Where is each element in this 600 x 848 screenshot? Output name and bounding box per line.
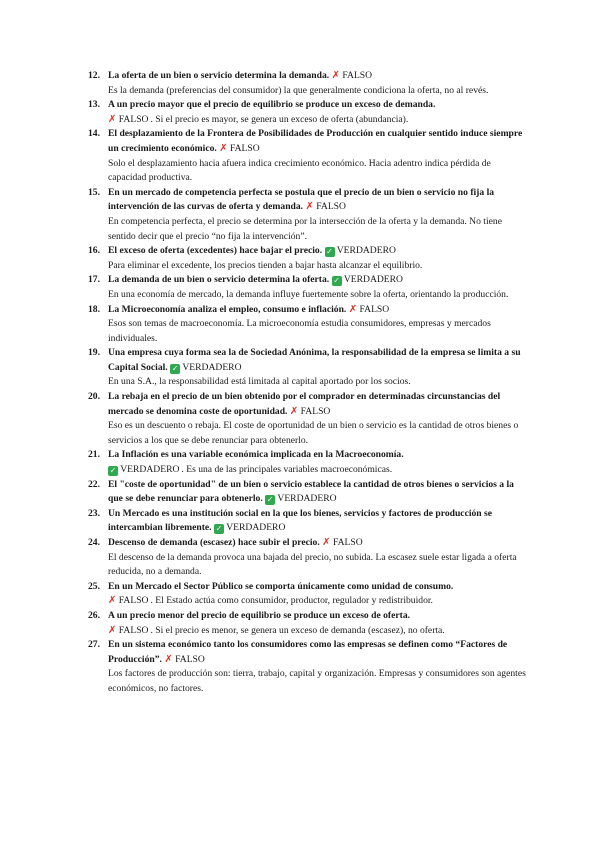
explanation: Es la demanda (preferencias del consumidor) la que generalmente condiciona la oferta, no al revés.	[108, 84, 489, 96]
verdict-label: FALSO	[230, 142, 260, 154]
question-line	[108, 186, 528, 215]
explanation: Solo el desplazamiento hacia afuera indica crecimiento económico. Hacia adentro indica pérdida de capacidad productiva.	[108, 157, 491, 184]
item-body	[108, 507, 528, 536]
item-number: 15.	[88, 186, 100, 198]
verdict	[164, 654, 204, 665]
question-line	[108, 609, 528, 624]
cross-mark-icon: ✗	[289, 405, 299, 417]
item-number: 23.	[88, 507, 100, 519]
question-text: La oferta de un bien o servicio determina la demanda.	[108, 70, 330, 81]
item-number: 24.	[88, 537, 100, 548]
verdict	[108, 114, 148, 125]
list-item	[88, 609, 528, 638]
question-text: La Inflación es una variable económica implicada en la Macroeconomía.	[108, 449, 404, 461]
verdict	[322, 537, 362, 548]
item-number: 21.	[88, 449, 100, 461]
item-body	[108, 448, 528, 477]
question-line	[108, 390, 528, 419]
list-item	[88, 346, 528, 390]
item-body	[108, 346, 528, 390]
cross-mark-icon: ✗	[164, 653, 173, 665]
cross-mark-icon: ✗	[305, 201, 314, 213]
verdict	[108, 464, 179, 475]
check-mark-icon: ✓	[171, 363, 179, 373]
explanation-text: . Si el precio es mayor, se genera un exceso de oferta (abundancia).	[150, 113, 409, 125]
item-body	[108, 638, 528, 696]
item-number: 16.	[88, 245, 100, 257]
explanation: En competencia perfecta, el precio se determina por la intersección de la oferta y la demanda. No tiene sentido decir que el precio “no fija la intervención”.	[108, 215, 502, 242]
question-text: El "coste de oportunidad" de un bien o servicio establece la cantidad de otros bienes o servicios a la que se debe renunciar para obtenerlo.	[108, 478, 514, 505]
explanation: Esos son temas de macroeconomía. La microeconomía estudia consumidores, empresas y mercados individuales.	[108, 318, 491, 344]
verdict-label: FALSO	[332, 537, 363, 548]
verdict	[325, 245, 396, 256]
question-line	[108, 536, 528, 551]
cross-mark-icon: ✗	[108, 624, 117, 636]
list-item	[88, 186, 528, 244]
check-mark-icon: ✓	[109, 466, 117, 476]
verdict	[332, 274, 403, 285]
question-text: A un precio mayor que el precio de equilibrio se produce un exceso de demanda.	[108, 99, 436, 111]
check-mark-icon: ✓	[333, 276, 340, 286]
question-text: En un Mercado el Sector Público se comporta únicamente como unidad de consumo.	[108, 580, 454, 592]
item-body	[108, 609, 528, 638]
question-list	[88, 69, 528, 697]
verdict-label: FALSO	[300, 405, 331, 417]
explanation: Los factores de producción son: tierra, trabajo, capital y organización. Empresas y consumidores son agentes económicos, no factores.	[108, 668, 526, 694]
explanation: En una economía de mercado, la demanda influye fuertemente sobre la oferta, orientando la producción.	[108, 288, 509, 300]
list-item	[88, 448, 528, 477]
verdict	[349, 304, 389, 315]
item-number: 25.	[88, 580, 100, 592]
verdict	[332, 70, 372, 81]
item-body	[108, 127, 528, 185]
verdict-label: FALSO	[359, 303, 390, 315]
question-line	[108, 303, 528, 318]
explanation-text: . Si el precio es menor, se genera un exceso de demanda (escasez), no oferta.	[150, 624, 445, 636]
explanation: Eso es un descuento o rebaja. El coste de oportunidad de un bien o servicio es la cantidad de otros bienes o servicios a los que se debe renunciar para obtenerlo.	[108, 420, 519, 446]
explanation-text: . Es una de las principales variables macroeconómicas.	[181, 464, 393, 476]
explanation	[108, 594, 528, 609]
check-mark-icon: ✓	[266, 495, 274, 505]
verdict	[305, 201, 345, 212]
item-number: 20.	[88, 391, 100, 403]
question-line	[108, 507, 528, 536]
explanation: En una S.A., la responsabilidad está limitada al capital aportado por los socios.	[108, 376, 411, 388]
list-item	[88, 127, 528, 185]
verdict-label: FALSO	[316, 201, 346, 213]
question-line	[108, 478, 528, 507]
question-text: Descenso de demanda (escasez) hace subir el precio.	[108, 537, 320, 548]
question-text: En un sistema económico tanto los consumidores como las empresas se definen como “Factores de Producción”.	[108, 639, 508, 665]
explanation-text: . El Estado actúa como consumidor, productor, regulador y redistribuidor.	[150, 595, 433, 607]
list-item	[88, 536, 528, 580]
question-line	[108, 638, 528, 667]
verdict	[214, 522, 285, 533]
verdict-label: FALSO	[118, 113, 149, 125]
item-number: 17.	[88, 274, 100, 286]
item-body	[108, 580, 528, 609]
item-number: 12.	[88, 70, 100, 81]
question-text: El exceso de oferta (excedentes) hace bajar el precio.	[108, 245, 323, 257]
verdict-label: VERDADERO	[120, 464, 180, 476]
explanation	[108, 463, 528, 478]
question-line	[108, 127, 528, 156]
verdict-label: VERDADERO	[343, 274, 403, 286]
question-line	[108, 448, 528, 463]
question-line	[108, 244, 528, 259]
list-item	[88, 273, 528, 302]
list-item	[88, 507, 528, 536]
verdict-label: VERDADERO	[182, 361, 242, 373]
question-line	[108, 346, 528, 375]
explanation	[108, 113, 528, 128]
cross-mark-icon: ✗	[331, 70, 340, 81]
item-body	[108, 186, 528, 244]
question-text: A un precio menor del precio de equilibrio se produce un exceso de oferta.	[108, 609, 411, 621]
question-line	[108, 69, 528, 84]
item-number: 14.	[88, 128, 100, 140]
verdict-label: VERDADERO	[336, 245, 396, 257]
item-number: 26.	[88, 609, 100, 621]
question-text: La Microeconomía analiza el empleo, consumo e inflación.	[108, 303, 347, 315]
list-item	[88, 303, 528, 347]
question-text: Un Mercado es una institución social en la que los bienes, servicios y factores de producción se intercambian libremente.	[108, 507, 493, 534]
verdict	[108, 595, 148, 606]
item-body	[108, 303, 528, 347]
question-line	[108, 580, 528, 595]
verdict	[219, 143, 259, 154]
question-text: La rebaja en el precio de un bien obtenido por el comprador en determinadas circunstancias del mercado se denomina coste de oportunidad.	[108, 391, 501, 417]
cross-mark-icon: ✗	[322, 537, 331, 548]
verdict	[290, 406, 330, 417]
item-body	[108, 273, 528, 302]
cross-mark-icon: ✗	[108, 113, 117, 125]
item-number: 22.	[88, 478, 100, 490]
item-body	[108, 69, 528, 98]
explanation	[108, 624, 528, 639]
item-body	[108, 244, 528, 273]
verdict-label: VERDADERO	[226, 522, 286, 534]
list-item	[88, 69, 528, 98]
verdict	[108, 625, 148, 636]
check-mark-icon: ✓	[215, 524, 223, 534]
question-text: Una empresa cuya forma sea la de Sociedad Anónima, la responsabilidad de la empresa se limita a su Capital Social.	[108, 347, 521, 373]
cross-mark-icon: ✗	[108, 595, 117, 607]
question-text: La demanda de un bien o servicio determina la oferta.	[108, 274, 330, 286]
question-text: El desplazamiento de la Frontera de Posibilidades de Producción en cualquier sentido induce siempre un crecimiento económico.	[108, 128, 523, 154]
item-body	[108, 390, 528, 448]
verdict	[265, 493, 336, 504]
list-item	[88, 98, 528, 127]
verdict-label: FALSO	[342, 70, 373, 81]
verdict-label: FALSO	[118, 595, 149, 607]
check-mark-icon: ✓	[326, 247, 333, 257]
question-line	[108, 273, 528, 288]
item-body	[108, 478, 528, 507]
verdict-label: VERDADERO	[277, 493, 337, 505]
item-body	[108, 536, 528, 580]
item-number: 19.	[88, 347, 100, 359]
cross-mark-icon: ✗	[219, 142, 228, 154]
cross-mark-icon: ✗	[348, 303, 358, 315]
question-line	[108, 98, 528, 113]
question-text: En un mercado de competencia perfecta se postula que el precio de un bien o servicio no fija la intervención de las curvas de oferta y demanda.	[108, 186, 495, 213]
explanation: Para eliminar el excedente, los precios tienden a bajar hasta alcanzar el equilibrio.	[108, 259, 423, 271]
list-item	[88, 244, 528, 273]
explanation: El descenso de la demanda provoca una bajada del precio, no subida. La escasez suele estar ligada a oferta reducida, no a demanda.	[108, 551, 517, 578]
list-item	[88, 580, 528, 609]
item-number: 13.	[88, 99, 100, 111]
item-body	[108, 98, 528, 127]
list-item	[88, 638, 528, 696]
verdict-label: FALSO	[175, 653, 205, 665]
item-number: 27.	[88, 639, 100, 651]
verdict-label: FALSO	[118, 624, 149, 636]
item-number: 18.	[88, 303, 100, 315]
list-item	[88, 478, 528, 507]
verdict	[170, 362, 241, 373]
list-item	[88, 390, 528, 448]
